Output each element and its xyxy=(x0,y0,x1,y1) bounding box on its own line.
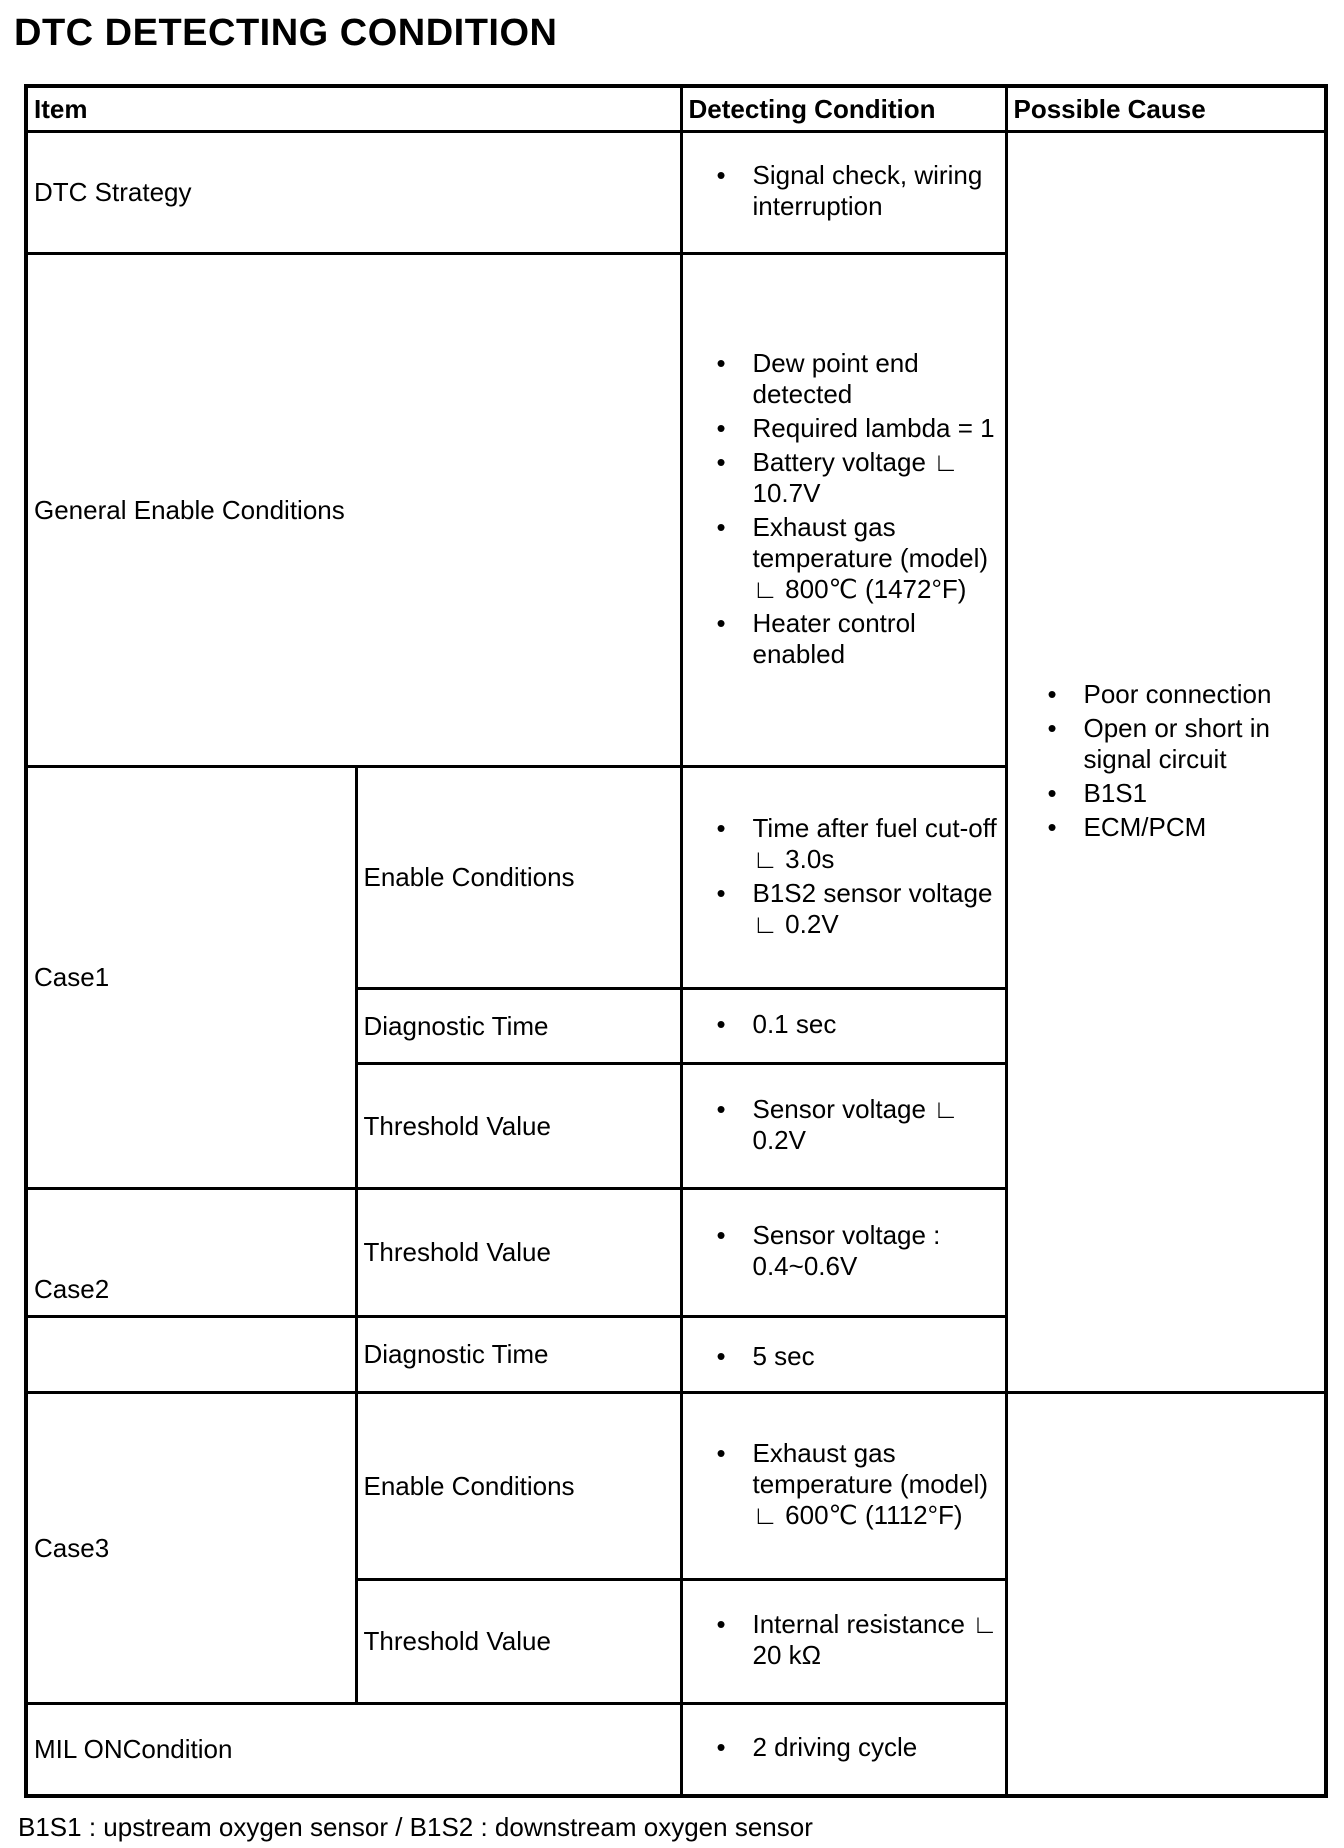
dtc-condition-table xyxy=(24,84,1328,1798)
list-item: • Exhaust gas temperature (model) ∟ 800℃ (1472°F) xyxy=(753,512,999,605)
list-item: • Required lambda = 1 xyxy=(753,413,999,444)
header-possible-cause: Possible Cause xyxy=(1006,86,1326,132)
case2-threshold-label: Threshold Value xyxy=(356,1189,681,1317)
table-header-row xyxy=(26,86,1326,132)
case1-diag-conditions xyxy=(681,989,1006,1064)
bullet-list xyxy=(689,160,999,222)
case3-threshold-label: Threshold Value xyxy=(356,1580,681,1704)
bullet-list xyxy=(689,813,999,940)
header-item: Item xyxy=(26,86,681,132)
list-item: • Signal check, wiring interruption xyxy=(753,160,999,222)
case3-label: Case3 xyxy=(26,1393,356,1704)
bullet-list xyxy=(689,1009,999,1040)
bullet-list xyxy=(689,1220,999,1282)
dtc-strategy-conditions xyxy=(681,132,1006,254)
list-item: • 5 sec xyxy=(753,1341,999,1372)
case2-label: Case2 xyxy=(26,1189,356,1317)
page-title: DTC DETECTING CONDITION xyxy=(14,12,558,54)
list-item: • B1S1 xyxy=(1084,778,1319,809)
case1-enable-conditions xyxy=(681,767,1006,989)
case1-label: Case1 xyxy=(26,767,356,1189)
list-item: • ECM/PCM xyxy=(1084,812,1319,843)
list-item: • 2 driving cycle xyxy=(753,1732,999,1763)
list-item: • Heater control enabled xyxy=(753,608,999,670)
bullet-list xyxy=(1014,679,1319,843)
possible-cause-cell xyxy=(1006,132,1326,1393)
list-item: • 0.1 sec xyxy=(753,1009,999,1040)
list-item: • Poor connection xyxy=(1084,679,1319,710)
case2-diag-label: Diagnostic Time xyxy=(356,1317,681,1393)
list-item: • Time after fuel cut-off ∟ 3.0s xyxy=(753,813,999,875)
footnote: B1S1 : upstream oxygen sensor / B1S2 : downstream oxygen sensor xyxy=(18,1812,813,1842)
list-item: • Sensor voltage ∟ 0.2V xyxy=(753,1094,999,1156)
list-item: • Sensor voltage : 0.4~0.6V xyxy=(753,1220,999,1282)
header-detecting-condition: Detecting Condition xyxy=(681,86,1006,132)
list-item: • Dew point end detected xyxy=(753,348,999,410)
case1-enable-label: Enable Conditions xyxy=(356,767,681,989)
bullet-list xyxy=(689,1732,999,1763)
case1-threshold-label: Threshold Value xyxy=(356,1064,681,1189)
general-enable-label: General Enable Conditions xyxy=(26,254,681,767)
general-enable-conditions xyxy=(681,254,1006,767)
possible-cause-empty-cell xyxy=(1006,1393,1326,1796)
list-item: • Battery voltage ∟ 10.7V xyxy=(753,447,999,509)
mil-on-conditions xyxy=(681,1704,1006,1796)
list-item: • Internal resistance ∟ 20 kΩ xyxy=(753,1609,999,1671)
case3-enable-label: Enable Conditions xyxy=(356,1393,681,1580)
row-dtc-strategy xyxy=(26,132,1326,254)
case3-enable-conditions xyxy=(681,1393,1006,1580)
bullet-list xyxy=(689,1438,999,1531)
case1-threshold-conditions xyxy=(681,1064,1006,1189)
case2-threshold-conditions xyxy=(681,1189,1006,1317)
case2-diag-conditions xyxy=(681,1317,1006,1393)
list-item: • Exhaust gas temperature (model) ∟ 600℃ (1112°F) xyxy=(753,1438,999,1531)
bullet-list xyxy=(689,1341,999,1372)
case1-diag-label: Diagnostic Time xyxy=(356,989,681,1064)
list-item: • B1S2 sensor voltage ∟ 0.2V xyxy=(753,878,999,940)
list-item: • Open or short in signal circuit xyxy=(1084,713,1319,775)
mil-on-label: MIL ONCondition xyxy=(26,1704,681,1796)
row-case3-enable xyxy=(26,1393,1326,1580)
case2-empty-cell xyxy=(26,1317,356,1393)
case3-threshold-conditions xyxy=(681,1580,1006,1704)
bullet-list xyxy=(689,348,999,670)
bullet-list xyxy=(689,1094,999,1156)
bullet-list xyxy=(689,1609,999,1671)
dtc-strategy-label: DTC Strategy xyxy=(26,132,681,254)
